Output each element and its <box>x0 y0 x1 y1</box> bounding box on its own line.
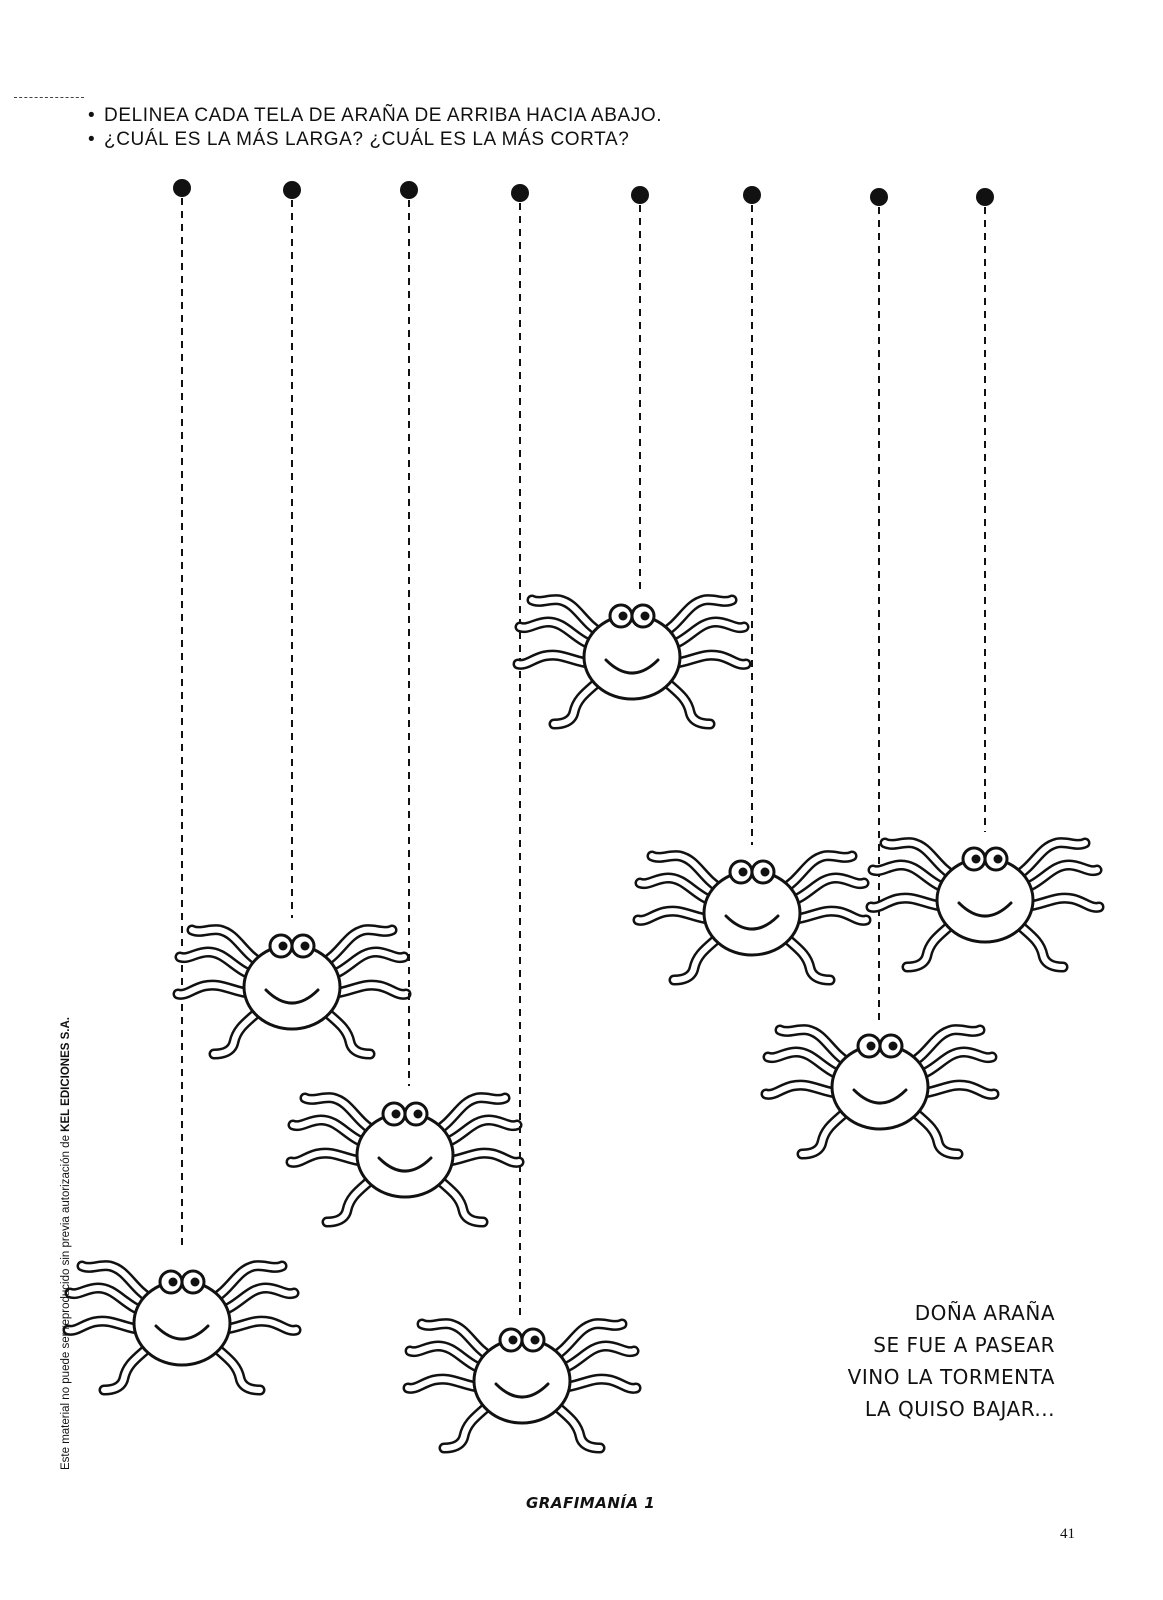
publisher-name: KEL EDICIONES S.A. <box>60 1017 72 1132</box>
anchor-dot <box>976 188 994 206</box>
anchor-dot <box>870 188 888 206</box>
anchor-dot <box>173 179 191 197</box>
spider-4 <box>408 184 636 1448</box>
spider-icon <box>68 1266 296 1390</box>
spider-icon <box>766 1030 994 1154</box>
bullet-icon: • <box>88 129 96 150</box>
spider-icon <box>871 843 1099 967</box>
rhyme-line: LA QUISO BAJAR... <box>864 1397 1055 1421</box>
bullet-icon: • <box>88 105 96 126</box>
anchor-dot <box>400 181 418 199</box>
instruction-text: ¿CUÁL ES LA MÁS LARGA? ¿CUÁL ES LA MÁS CORTA? <box>104 129 630 150</box>
rhyme-line: DOÑA ARAÑA <box>914 1301 1055 1325</box>
rhyme <box>775 1297 1055 1425</box>
spider-7 <box>766 188 994 1154</box>
spider-icon <box>178 930 406 1054</box>
anchor-dot <box>631 186 649 204</box>
spider-1 <box>68 179 296 1390</box>
anchor-dot <box>283 181 301 199</box>
spider-8 <box>871 188 1099 967</box>
anchor-dot <box>511 184 529 202</box>
spider-icon <box>291 1098 519 1222</box>
spider-icon <box>638 856 866 980</box>
copyright-note <box>60 930 72 1470</box>
instruction-text: DELINEA CADA TELA DE ARAÑA DE ARRIBA HACIA ABAJO. <box>104 105 663 126</box>
page-number: 41 <box>1060 1526 1075 1542</box>
spider-icon <box>518 600 746 724</box>
spider-2 <box>178 181 406 1054</box>
copyright-text: Este material no puede ser reproducido sin previa autorización de <box>60 1131 72 1470</box>
spider-6 <box>638 186 866 980</box>
rhyme-line: SE FUE A PASEAR <box>873 1333 1055 1357</box>
spider-3 <box>291 181 519 1222</box>
spider-icon <box>408 1324 636 1448</box>
rhyme-line: VINO LA TORMENTA <box>847 1365 1055 1389</box>
anchor-dot <box>743 186 761 204</box>
spider-5 <box>518 186 746 724</box>
footer-brand: GRAFIMANÍA 1 <box>526 1494 656 1512</box>
